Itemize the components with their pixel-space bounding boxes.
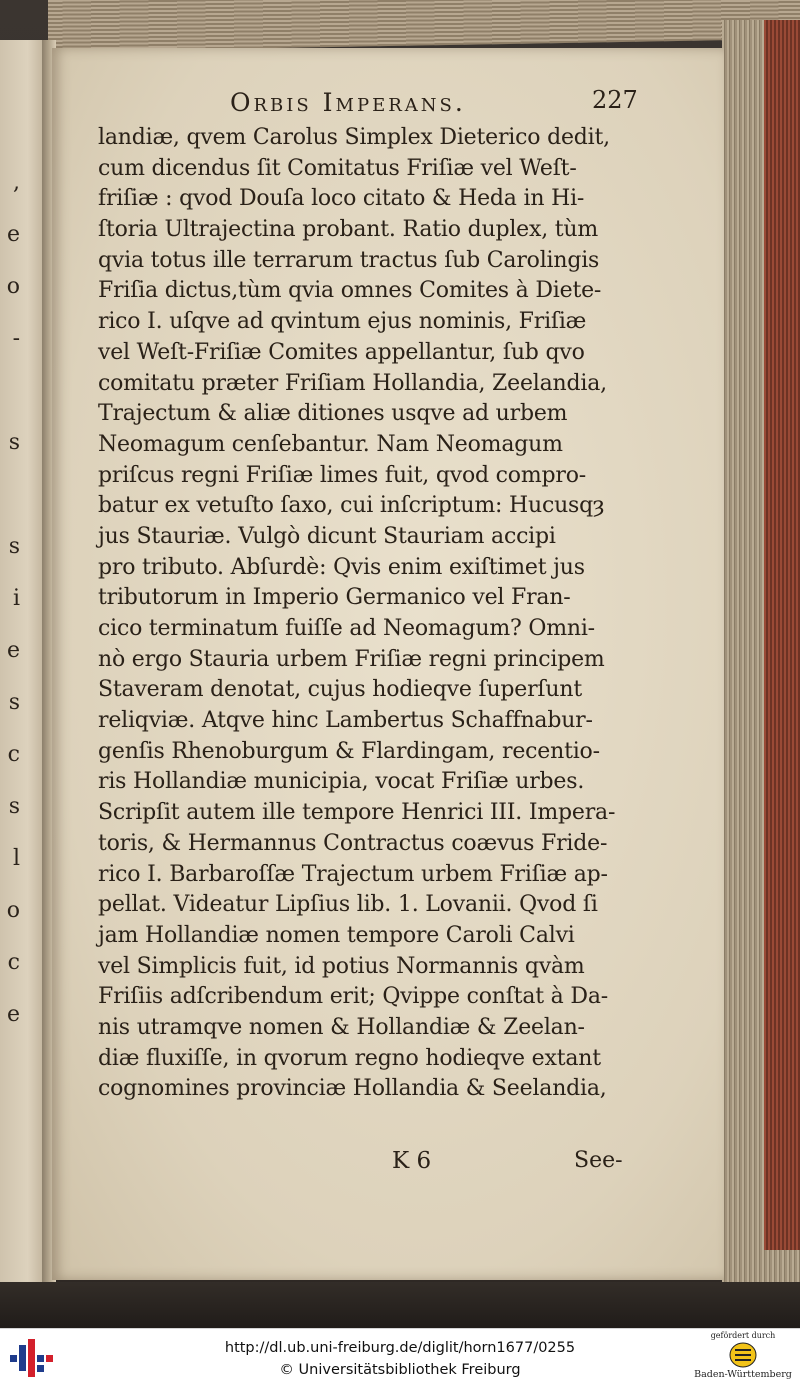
book-page [52,48,724,1280]
text-line: cum dicendus ſit Comitatus Friſiæ vel Weſt- [98,155,577,181]
left-page-fragment: , [13,170,20,195]
text-line: jus Stauriæ. Vulgò dicunt Stauriam accipi [98,523,556,549]
text-line: Friſia dictus,tùm qvia omnes Comites à Diete- [98,278,602,304]
left-page-fragment: o [6,274,20,299]
text-line: nis utramqve nomen & Hollandiæ & Zeelan- [98,1014,585,1040]
baden-wuerttemberg-crest-icon [728,1341,758,1369]
catchword: See- [574,1148,623,1173]
funding-label: gefördert durch [710,1331,776,1340]
left-page-fragment: c [7,950,20,975]
text-line: diæ fluxiſſe, in qvorum regno hodieqve extant [98,1045,601,1071]
text-line: cognomines provinciæ Hollandia & Seelandia, [98,1076,607,1102]
text-line: pellat. Videatur Lipſius lib. 1. Lovanii. Qvod ſi [98,892,598,918]
text-line: batur ex vetuſto ſaxo, cui inſcriptum: Hucusqȝ [98,493,605,519]
page-header [52,86,724,126]
copyright-notice: © Universitätsbibliothek Freiburg [279,1362,521,1378]
text-line: vel Weſt-Friſiæ Comites appellantur, ſub qvo [98,339,585,365]
left-page-fragment: s [8,690,20,715]
left-page-fragment: i [12,586,20,611]
text-line: comitatu præter Friſiam Hollandia, Zeelandia, [98,370,607,396]
left-page-fragment: e [6,1002,20,1027]
text-line: toris, & Hermannus Contractus coævus Fride- [98,830,608,856]
permalink-url[interactable]: http://dl.ub.uni-freiburg.de/diglit/horn1677/0255 [224,1340,576,1356]
body-text [98,123,638,1105]
left-page-fragment: l [12,846,20,871]
signature-mark: K 6 [392,1148,432,1174]
text-line: vel Simplicis fuit, id potius Normannis qvàm [98,953,585,979]
text-line: rico I. uſqve ad qvintum ejus nominis, Friſiæ [98,309,587,335]
text-line: landiæ, qvem Carolus Simplex Dieterico dedit, [98,125,610,150]
text-line: ſtoria Ultrajectina probant. Ratio duplex, tùm [98,217,599,243]
funding-name: Baden-Württemberg [694,1369,792,1380]
page-footer [52,1148,724,1184]
running-head: Orbis Imperans. [230,88,466,117]
text-line: jam Hollandiæ nomen tempore Caroli Calvi [98,922,575,948]
left-facing-page [0,40,46,1290]
page-number: 227 [592,86,638,114]
scanner-background [0,1282,800,1328]
left-page-fragment: o [6,898,20,923]
left-page-fragment: s [8,534,20,559]
top-page-edges [48,0,800,52]
text-line: qvia totus ille terrarum tractus ſub Carolingis [98,247,600,273]
text-line: friſiæ : qvod Douſa loco citato & Heda in Hi- [98,186,585,212]
text-line: reliqviæ. Atqve hinc Lambertus Schaffnabur- [98,708,593,734]
text-line: ris Hollandiæ municipia, vocat Friſiæ urbes. [98,769,585,795]
text-line: rico I. Barbaroſſæ Trajectum urbem Friſiæ ap- [98,861,608,887]
left-page-fragment: - [12,326,20,351]
left-page-fragment [0,482,20,534]
funding-credit [688,1331,798,1385]
left-page-fragment: s [8,430,20,455]
text-line: pro tributo. Abſurdè: Qvis enim exiſtimet jus [98,554,585,580]
text-line: Friſiis adſcribendum erit; Qvippe conſtat à Da- [98,984,608,1010]
left-page-fragment: c [7,742,20,767]
left-page-fragment [0,378,20,430]
text-line: genſis Rhenoburgum & Flardingam, recentio- [98,738,600,764]
text-line: priſcus regni Friſiæ limes fuit, qvod compro- [98,462,586,488]
left-page-fragments [0,170,20,1054]
text-line: Scripſit autem ille tempore Henrici III. Impera- [98,800,616,826]
text-line: cico terminatum fuiſſe ad Neomagum? Omni- [98,616,595,641]
text-line: Trajectum & aliæ ditiones usqve ad urbem [98,401,568,427]
red-page-edge [764,20,800,1250]
text-line: nò ergo Stauria urbem Friſiæ regni principem [98,646,605,672]
left-page-fragment: e [6,638,20,663]
library-footer-bar [0,1328,800,1386]
text-line: Staveram denotat, cujus hodieqve ſuperſunt [98,677,582,703]
text-line: tributorum in Imperio Germanico vel Fran- [98,585,571,611]
left-page-fragment: s [8,794,20,819]
text-line: Neomagum cenſebantur. Nam Neomagum [98,431,563,457]
left-page-fragment: e [6,222,20,247]
